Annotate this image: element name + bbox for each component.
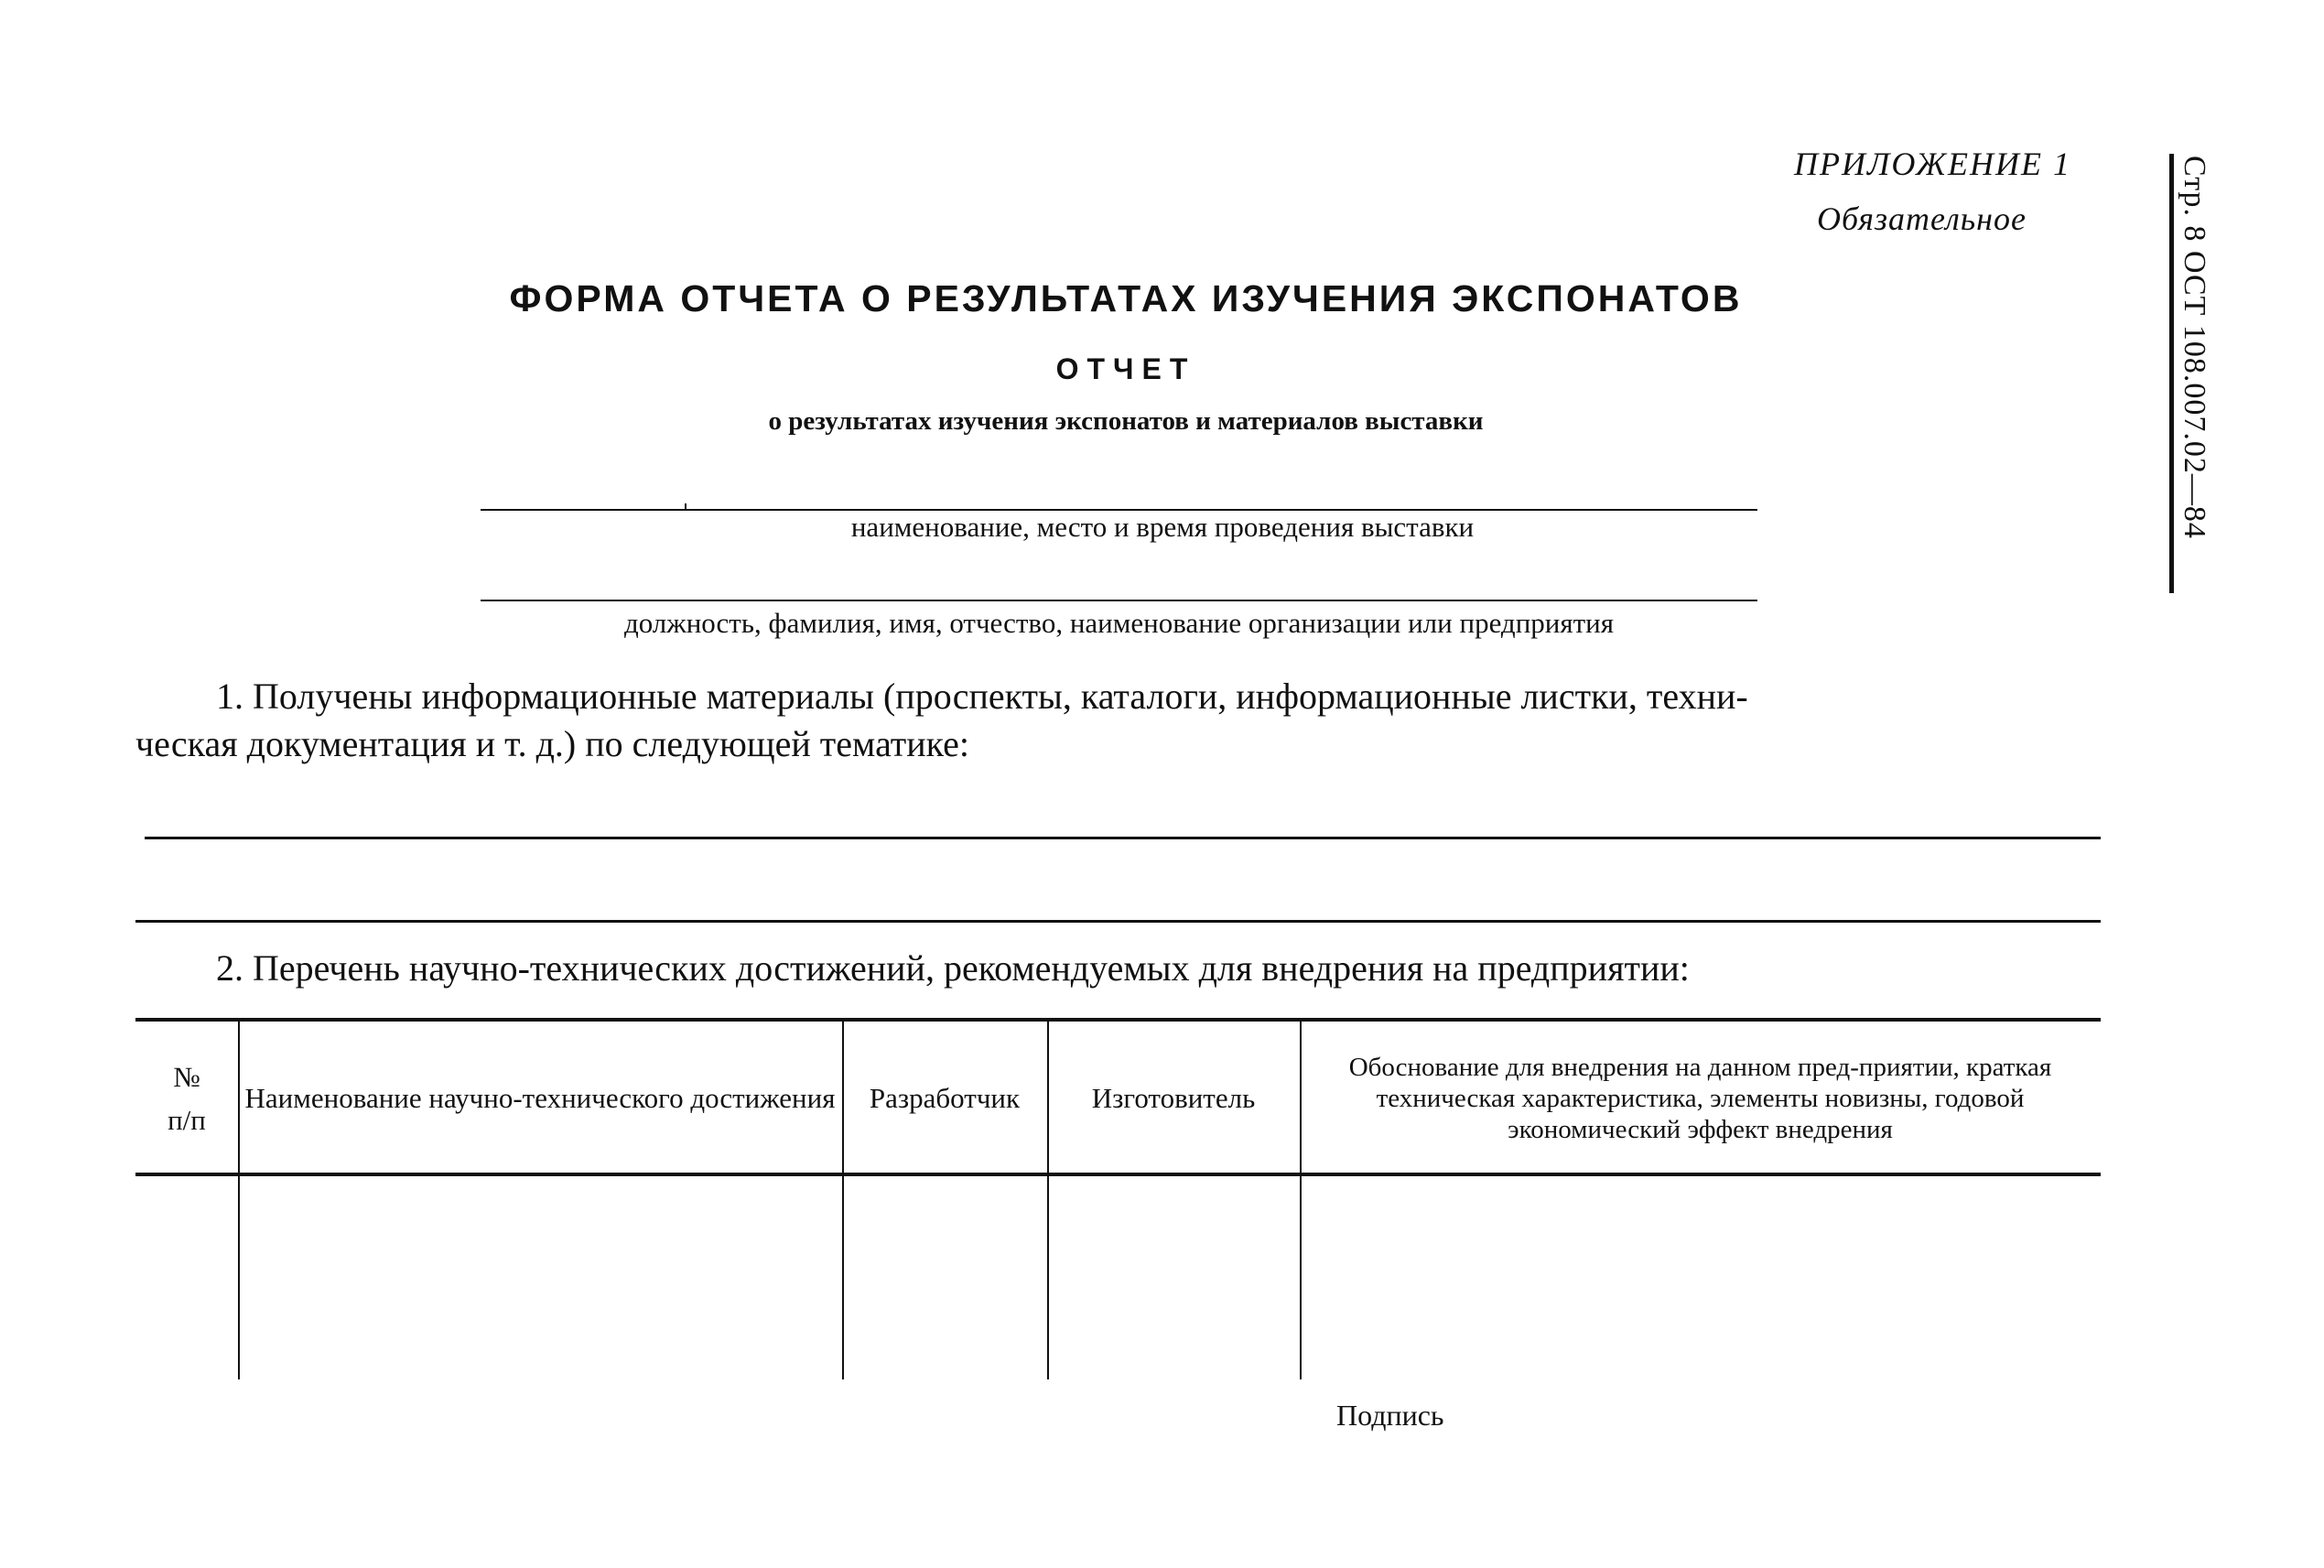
- header-number-symbol: №: [173, 1060, 200, 1093]
- header-number: [135, 1027, 238, 1169]
- header-manufacturer: Изготовитель: [1091, 1082, 1256, 1114]
- appendix-label: ПРИЛОЖЕНИЕ 1: [1794, 146, 2071, 182]
- header-achievement-name: Наименование научно-технического достижения: [244, 1082, 836, 1114]
- appendix-status: Обязательное: [1817, 200, 2027, 237]
- person-caption: должность, фамилия, имя, отчество, наименование организации или предприятия: [623, 607, 1615, 639]
- exhibition-caption: наименование, место и время проведения выставки: [850, 511, 1475, 543]
- cell-manufacturer[interactable]: [1049, 1176, 1300, 1379]
- cell-justification[interactable]: [1302, 1176, 2101, 1379]
- header-developer: Разработчик: [869, 1082, 1021, 1114]
- topics-fill-line-1[interactable]: [145, 837, 2101, 839]
- side-reference: [2178, 156, 2215, 586]
- table-top-rule: [135, 1018, 2101, 1022]
- header-number-abbrev: п/п: [168, 1103, 206, 1136]
- side-reference-rule: [2169, 154, 2174, 593]
- item-1-text-line-2: ческая документация и т. д.) по следующей тематике:: [135, 723, 969, 764]
- fill-line-tick: [685, 503, 686, 511]
- cell-achievement-name[interactable]: [240, 1176, 842, 1379]
- header-justification: Обоснование для внедрения на данном пред-приятии, краткая техническая характеристика, элементы новизны, годовой экономический эффект внедрения: [1348, 1052, 2052, 1144]
- report-title: ОТЧЕТ: [1055, 352, 1196, 385]
- topics-fill-line-2[interactable]: [135, 920, 2101, 923]
- achievements-table: [135, 1018, 2101, 1379]
- item-1-text-line-1: 1. Получены информационные материалы (проспекты, каталоги, информационные листки, техни-: [216, 676, 1748, 717]
- cell-number[interactable]: [135, 1176, 238, 1379]
- side-reference-text: Стр. 8 ОСТ 108.007.02—84: [2178, 156, 2211, 539]
- cell-developer[interactable]: [844, 1176, 1047, 1379]
- signature-label: Подпись: [1336, 1399, 1444, 1432]
- person-fill-line[interactable]: [481, 600, 1757, 601]
- form-title: ФОРМА ОТЧЕТА О РЕЗУЛЬТАТАХ ИЗУЧЕНИЯ ЭКСПОНАТОВ: [509, 277, 1743, 319]
- item-2-text: 2. Перечень научно-технических достижений, рекомендуемых для внедрения на предприятии:: [216, 947, 1690, 989]
- report-subtitle: о результатах изучения экспонатов и материалов выставки: [768, 406, 1484, 436]
